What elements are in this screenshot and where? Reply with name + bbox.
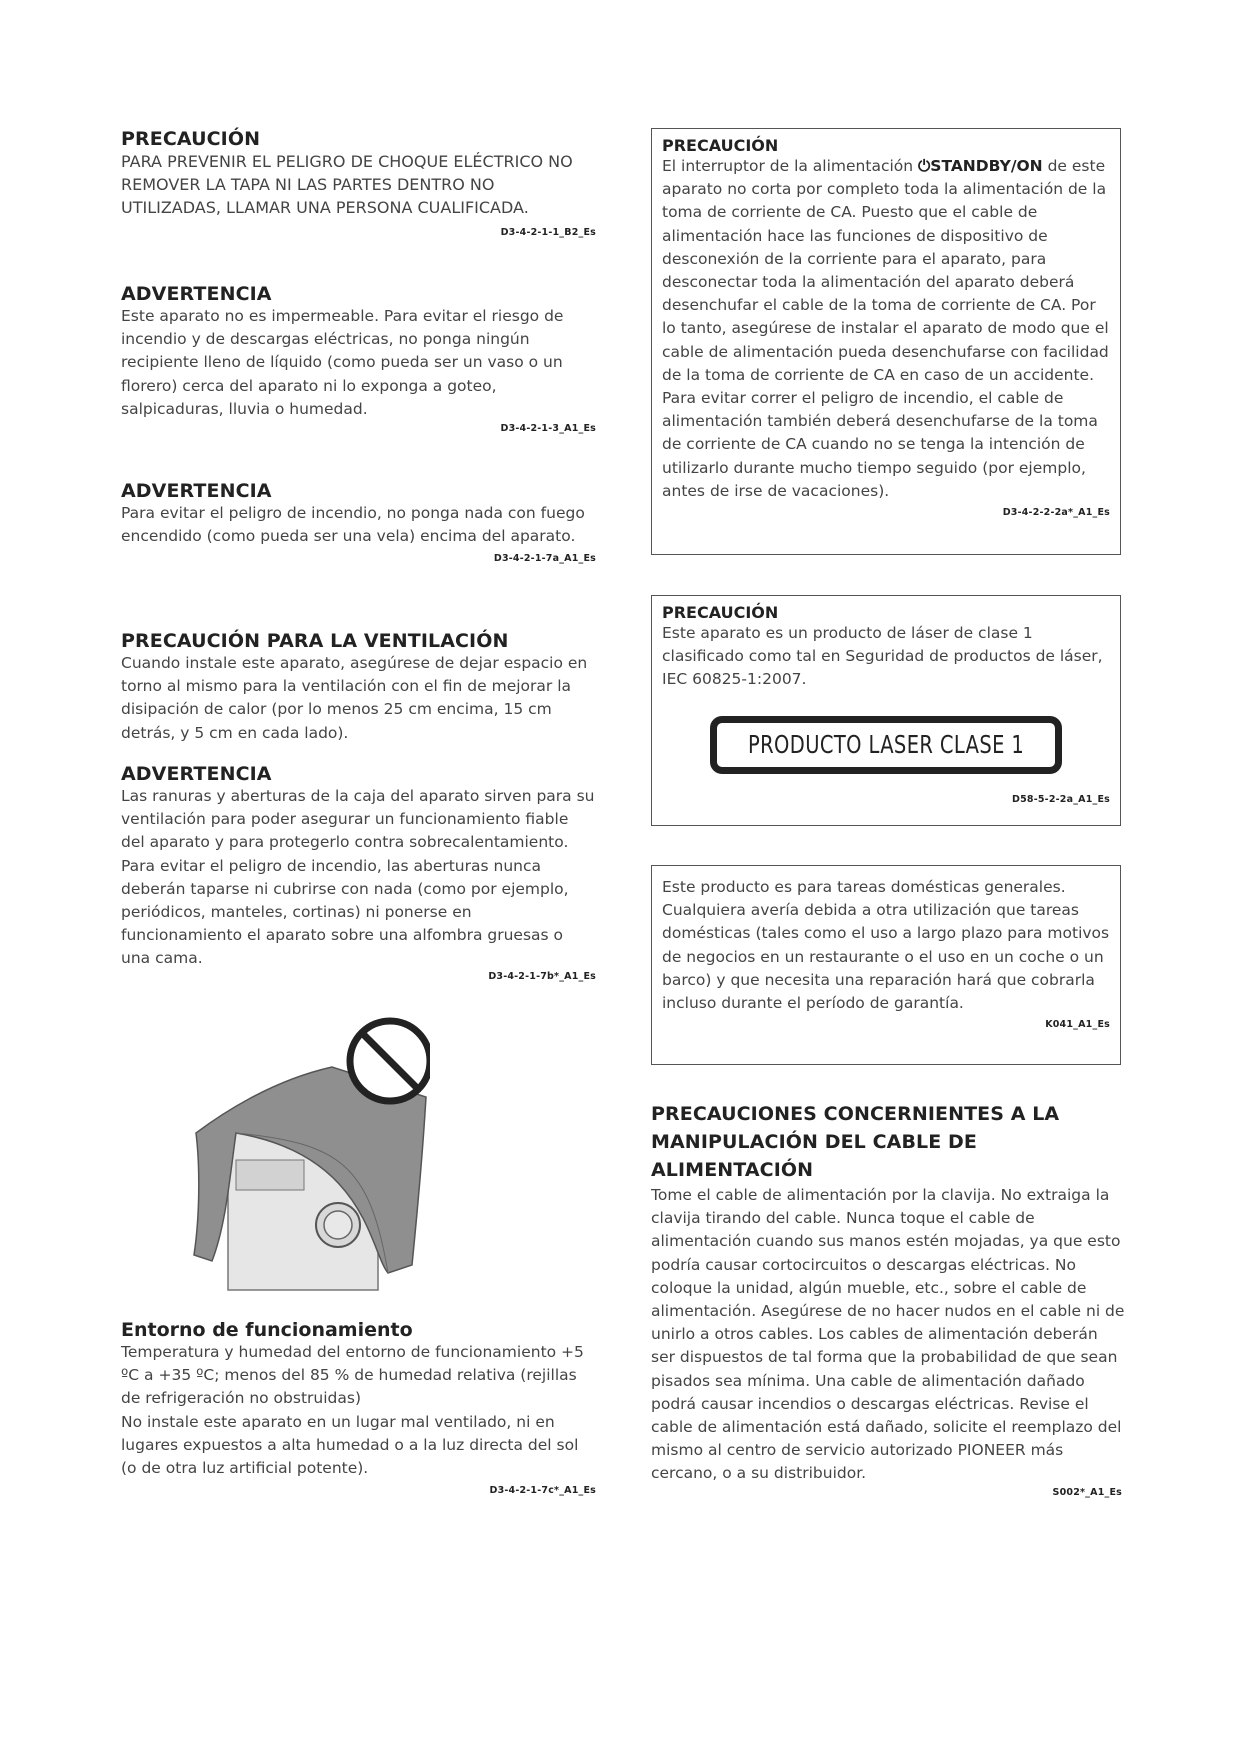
section-advertencia-agua xyxy=(121,283,596,434)
section-ventilacion xyxy=(121,630,596,745)
box-title: PRECAUCIÓN xyxy=(662,136,779,155)
section-body: Para evitar el peligro de incendio, no ponga nada con fuego encendido (como pueda ser una vela) encima del aparato. xyxy=(121,504,585,546)
section-advertencia-fuego xyxy=(121,480,596,564)
covered-device-illustration xyxy=(190,1015,430,1310)
section-body-2: No instale este aparato en un lugar mal ventilado, ni en lugares expuestos a alta humedad o a la luz directa del sol (o de otra luz artificial potente). xyxy=(121,1412,579,1478)
section-body: Este aparato no es impermeable. Para evitar el riesgo de incendio y de descargas eléctricas, no ponga ningún recipiente lleno de líquido (como pueda ser un vaso o un florero) cerca del aparato ni lo exponga a goteo, salpicaduras, lluvia o humedad. xyxy=(121,307,564,418)
section-body: Temperatura y humedad del entorno de funcionamiento +5 ºC a +35 ºC; menos del 85 % de humedad relativa (rejillas de refrigeración no obstruidas) xyxy=(121,1343,584,1408)
doc-code: S002*_A1_Es xyxy=(1052,1486,1122,1498)
section-title: Entorno de funcionamiento xyxy=(121,1319,413,1341)
doc-code: K041_A1_Es xyxy=(1045,1019,1110,1031)
box-body: Este producto es para tareas domésticas generales. Cualquiera avería debida a otra utilización que tareas domésticas (tales como el uso a largo plazo para motivos de negocios en un restaurante o el uso en un coche o un barco) y que necesita una reparación hará que cobrarla incluso durante el período de garantía. xyxy=(662,878,1110,1013)
box-title: PRECAUCIÓN xyxy=(662,603,779,622)
doc-code: D3-4-2-2-2a*_A1_Es xyxy=(1002,507,1110,519)
section-title: PRECAUCIÓN PARA LA VENTILACIÓN xyxy=(121,630,509,652)
section-title: PRECAUCIÓN xyxy=(121,128,261,150)
section-advertencia-aberturas xyxy=(121,763,596,982)
box-precaucion-laser xyxy=(651,595,1121,826)
device-display xyxy=(236,1160,304,1190)
section-body: Tome el cable de alimentación por la clavija. No extraiga la clavija tirando del cable. Nunca toque el cable de alimentación cuando sus manos estén mojadas, ya que esto podría causar cortocircuitos o descargas eléctricas. No coloque la unidad, algún mueble, etc., sobre el cable de alimentación. Asegúrese de no hacer nudos en el cable ni de unirlo a otros cables. Los cables de alimentación deberán ser dispuestos de tal forma que la probabilidad de que sean pisados sea mínima. Una cable de alimentación dañado podrá causar incendios o descargas eléctricas. Revise el cable de alimentación está dañado, solicite el reemplazo del mismo al centro de servicio autorizado PIONEER más cercano, o a su distribuidor. xyxy=(651,1186,1125,1483)
section-body: Las ranuras y aberturas de la caja del aparato sirven para su ventilación para poder asegurar un funcionamiento fiable del aparato y para protegerlo contra sobrecalentamiento. Para evitar el peligro de incendio, las aberturas nunca deberán taparse ni cubrirse con nada (como por ejemplo, periódicos, manteles, cortinas) ni ponerse en funcionamiento el aparato sobre una alfombra gruesas o una cama. xyxy=(121,787,595,968)
doc-code: D3-4-2-1-7c*_A1_Es xyxy=(489,1485,596,1497)
section-title: ADVERTENCIA xyxy=(121,480,272,502)
box-body: Este aparato es un producto de láser de clase 1 clasificado como tal en Seguridad de productos de láser, IEC 60825-1:2007. xyxy=(662,624,1103,689)
box-body-pre: El interruptor de la alimentación xyxy=(662,157,919,175)
standby-on-label: STANDBY/ON xyxy=(930,157,1043,175)
section-cable-alimentacion xyxy=(651,1100,1126,1498)
laser-class-text: PRODUCTO LASER CLASE 1 xyxy=(747,730,1025,760)
section-title: ADVERTENCIA xyxy=(121,283,272,305)
laser-class-label xyxy=(710,716,1062,774)
section-precaucion-choque xyxy=(121,128,596,238)
section-title: ADVERTENCIA xyxy=(121,763,272,785)
doc-code: D3-4-2-1-1_B2_Es xyxy=(500,227,596,238)
box-precaucion-standby xyxy=(651,128,1121,555)
box-uso-domestico xyxy=(651,865,1121,1065)
section-title: PRECAUCIONES CONCERNIENTES A LA MANIPULACIÓN DEL CABLE DE ALIMENTACIÓN xyxy=(651,1103,1060,1181)
prohibition-icon xyxy=(350,1021,430,1101)
doc-code: D58-5-2-2a_A1_Es xyxy=(1012,793,1110,805)
doc-code: D3-4-2-1-7b*_A1_Es xyxy=(488,970,596,982)
section-entorno xyxy=(121,1319,596,1496)
doc-code: D3-4-2-1-7a_A1_Es xyxy=(493,553,596,565)
box-body xyxy=(662,155,1110,503)
power-icon: ⏻ xyxy=(918,157,931,175)
section-body: PARA PREVENIR EL PELIGRO DE CHOQUE ELÉCTRICO NO REMOVER LA TAPA NI LAS PARTES DENTRO NO UTILIZADAS, LLAMAR UNA PERSONA CUALIFICADA. xyxy=(121,152,573,217)
doc-code: D3-4-2-1-3_A1_Es xyxy=(500,423,596,435)
section-body: Cuando instale este aparato, asegúrese de dejar espacio en torno al mismo para la ventilación con el fin de mejorar la disipación de calor (por lo menos 25 cm encima, 15 cm detrás, y 5 cm en cada lado). xyxy=(121,654,588,742)
box-body-post: de este aparato no corta por completo toda la alimentación de la toma de corriente de CA. Puesto que el cable de alimentación hace las funciones de dispositivo de desconexión de la corriente para el aparato, para desconectar toda la alimentación del aparato deberá desenchufar el cable de la toma de corriente de CA. Por lo tanto, asegúrese de instalar el aparato de modo que el cable de alimentación pueda desenchufarse con facilidad de la toma de corriente de CA en caso de un accidente. Para evitar correr el peligro de incendio, el cable de alimentación también deberá desenchufarse de la toma de corriente de CA cuando no se tenga la intención de utilizarlo durante mucho tiempo seguido (por ejemplo, antes de irse de vacaciones). xyxy=(662,157,1109,500)
